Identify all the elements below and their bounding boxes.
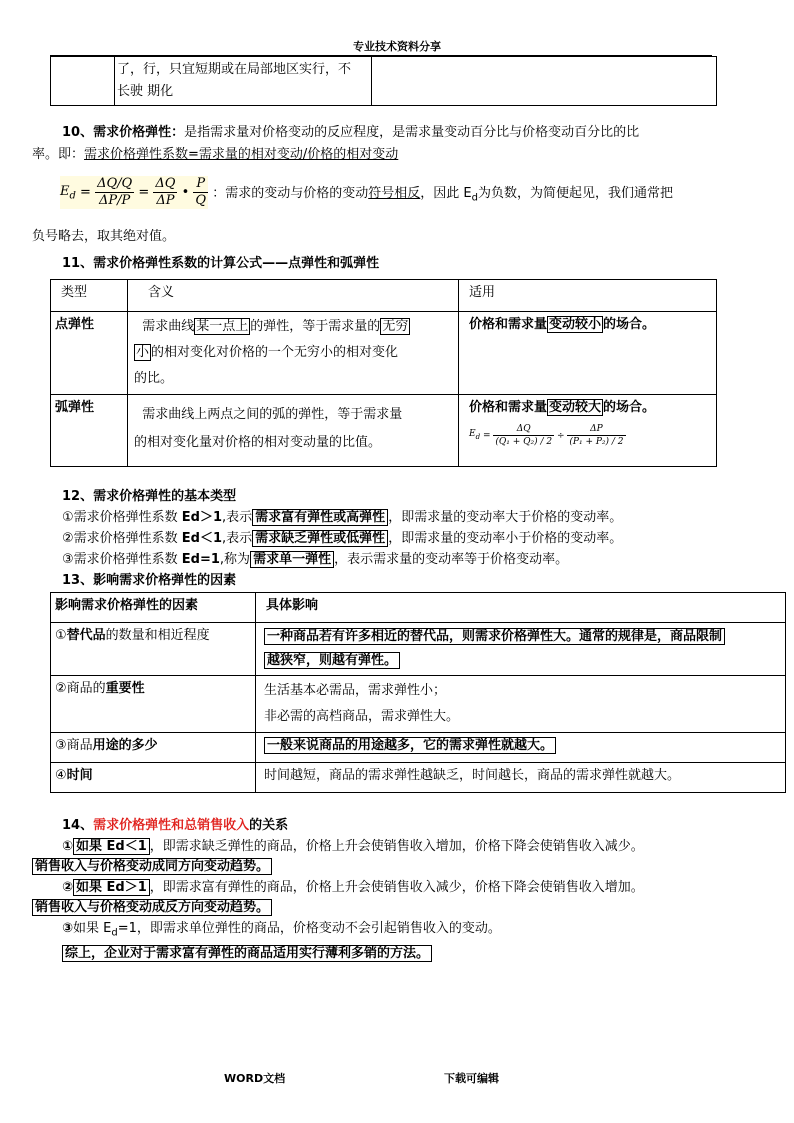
s11-table xyxy=(50,279,717,467)
s14-l2-box: 销售收入与价格变动成反方向变动趋势。 xyxy=(32,899,272,916)
s13-r1-f-c: 的数量和相近程度 xyxy=(105,628,210,643)
arc-f2-den: (P₁ + P₂) / 2 xyxy=(569,437,624,447)
top-table-empty-cell xyxy=(51,57,115,106)
s13-r4-f-b: 时间 xyxy=(66,768,93,783)
page-header: 专业技术资料分享 xyxy=(353,40,441,53)
s14-title-a: 14、 xyxy=(62,818,94,833)
top-table-text-cell xyxy=(115,57,372,106)
s13-r1-f-a: ① xyxy=(55,628,67,643)
arc-formula xyxy=(469,423,712,448)
s11-r1-meaning xyxy=(128,312,459,395)
s13-r3-f-b: 用途的多少 xyxy=(92,738,158,753)
s14-l3-sub: d xyxy=(111,927,118,939)
formula-eq-2: = xyxy=(138,185,150,200)
s13-r3-factor xyxy=(51,733,256,763)
s10-after-sub: d xyxy=(471,192,478,204)
formula-frac-2-num: ΔQ xyxy=(155,176,176,191)
s14-line2 xyxy=(32,878,772,899)
s14-l3-c: =1，即需求单位弹性的商品，价格变动不会引起销售收入的变动。 xyxy=(117,920,501,936)
r1-m-a: 需求曲线 xyxy=(142,319,195,334)
formula-frac-2 xyxy=(153,176,177,209)
footer-left: WORD文档 xyxy=(224,1072,286,1085)
s14-l1-box: 销售收入与价格变动成同方向变动趋势。 xyxy=(32,858,272,875)
s13-table xyxy=(50,592,786,793)
s10-formula-line xyxy=(60,176,740,216)
arc-f1-den: (Q₁ + Q₂) / 2 xyxy=(495,437,553,447)
s13-r1-effect xyxy=(256,623,786,676)
s12-l2-d: 需求缺乏弹性或低弹性 xyxy=(252,530,388,547)
formula-frac-3-den: Q xyxy=(195,193,207,208)
s13-r3-f-a: ③商品 xyxy=(55,738,93,753)
s14-line1 xyxy=(32,837,772,858)
s11-r2-use xyxy=(459,395,717,467)
s12-l1-a: ①需求价格弹性系数 xyxy=(62,510,182,525)
section-10 xyxy=(32,122,732,166)
s12-line3 xyxy=(62,549,622,570)
formula-frac-1 xyxy=(95,176,134,209)
s10-after-formula xyxy=(212,185,673,204)
s13-r2-factor xyxy=(51,676,256,733)
s10-text1: 是指需求量对价格变动的反应程度，是需求量变动百分比与价格变动百分比的比 xyxy=(184,125,640,140)
formula-dot: • xyxy=(181,185,190,200)
arc-eq: = xyxy=(482,431,491,441)
section-12 xyxy=(62,486,622,591)
arc-lhs: E xyxy=(469,429,476,440)
arc-f1-num: ΔQ xyxy=(493,423,554,436)
s11-header-meaning: 含义 xyxy=(128,280,459,312)
s12-title: 12、需求价格弹性的基本类型 xyxy=(62,489,237,504)
s13-r2-f-a: ②商品的 xyxy=(55,681,106,696)
formula-lhs-sub: d xyxy=(69,190,76,202)
s11-r1-type: 点弹性 xyxy=(51,312,128,395)
s10-after-b: 符号相反 xyxy=(368,185,421,201)
s12-l3-e: ，表示需求量的变动率等于价格变动率。 xyxy=(334,552,569,567)
r1-use-a: 价格和需求量 xyxy=(469,317,548,332)
arc-div: ÷ xyxy=(556,431,565,441)
r2-use-c: 的场合。 xyxy=(603,400,656,415)
s12-l2-b: Ed＜1 xyxy=(181,531,223,546)
s13-r3-e: 一般来说商品的用途越多，它的需求弹性就越大。 xyxy=(264,737,556,754)
s13-r2-e2: 非必需的高档商品，需求弹性大。 xyxy=(264,709,460,724)
r1-use-c: 的场合。 xyxy=(603,317,656,332)
s14-l1-a: ① xyxy=(62,838,74,854)
r1-m-c: 的弹性，等于需求量的 xyxy=(250,319,381,334)
s14-l2-a: ② xyxy=(62,879,74,895)
s12-l2-e: ，即需求量的变动率小于价格的变动率。 xyxy=(388,531,623,546)
s14-line2-box xyxy=(32,898,772,919)
s12-line1 xyxy=(62,507,622,528)
s11-r1-use xyxy=(459,312,717,395)
s14-title-c: 的关系 xyxy=(249,818,289,833)
r2-use-a: 价格和需求量 xyxy=(469,400,548,415)
s11-header-type: 类型 xyxy=(51,280,128,312)
s10-after-c: ，因此 E xyxy=(420,185,472,201)
s14-line3 xyxy=(32,919,772,944)
r1-use-b: 变动较小 xyxy=(549,317,602,332)
s13-r1-e2: 越狭窄，则越有弹性。 xyxy=(264,652,400,669)
footer-right: 下载可编辑 xyxy=(444,1072,499,1085)
s13-r4-f-a: ④ xyxy=(55,768,67,783)
s11-r2-type: 弧弹性 xyxy=(51,395,128,467)
r1-m-f: 的相对变化对价格的一个无穷小的相对变化 xyxy=(151,345,399,360)
s11-title: 11、需求价格弹性系数的计算公式——点弹性和弧弹性 xyxy=(62,256,380,271)
s13-r2-effect xyxy=(256,676,786,733)
s14-l2-c: ，即需求富有弹性的商品，价格上升会使销售收入减少，价格下降会使销售收入增加。 xyxy=(149,879,644,895)
formula-frac-1-num: ΔQ/Q xyxy=(97,176,133,191)
s10-text3: 负号略去，取其绝对值。 xyxy=(32,229,176,244)
s13-header-effect: 具体影响 xyxy=(256,593,786,623)
s13-r2-e1: 生活基本必需品，需求弹性小； xyxy=(264,683,447,698)
s14-summary-row xyxy=(32,944,772,965)
top-table-empty-cell-2 xyxy=(372,57,717,106)
s13-r1-factor xyxy=(51,623,256,676)
s11-header-use: 适用 xyxy=(459,280,717,312)
s12-l2-a: ②需求价格弹性系数 xyxy=(62,531,182,546)
formula-lhs: E xyxy=(60,183,70,199)
s13-header-factor: 影响需求价格弹性的因素 xyxy=(51,593,256,623)
s13-r3-effect xyxy=(256,733,786,763)
r2-use-b: 变动较大 xyxy=(549,400,602,415)
s10-after-d: 为负数，为简便起见，我们通常把 xyxy=(477,185,673,201)
s14-l2-b: 如果 Ed＞1 xyxy=(73,879,150,896)
s13-r2-f-b: 重要性 xyxy=(105,681,145,696)
s13-r1-e1: 一种商品若有许多相近的替代品，则需求价格弹性大。通常的规律是，商品限制 xyxy=(264,628,725,645)
s11-r2-meaning xyxy=(128,395,459,467)
s12-l3-c: ,称为 xyxy=(219,552,251,567)
s12-line2 xyxy=(62,528,622,549)
s14-l1-c: ，即需求缺乏弹性的商品，价格上升会使销售收入增加，价格下降会使销售收入减少。 xyxy=(149,838,644,854)
s14-l3-a: ③ xyxy=(62,920,74,936)
formula-frac-3-num: P xyxy=(193,176,208,193)
s12-l2-c: ,表示 xyxy=(222,531,253,546)
s12-l3-a: ③需求价格弹性系数 xyxy=(62,552,182,567)
r1-m-d: 无穷 xyxy=(382,319,409,334)
s14-l1-b: 如果 Ed＜1 xyxy=(73,838,150,855)
top-table-line2: 长驶 期化 xyxy=(117,84,174,99)
r1-m-g: 的比。 xyxy=(134,371,174,386)
s14-summary: 综上，企业对于需求富有弹性的商品适用实行薄利多销的方法。 xyxy=(62,945,432,962)
s14-l3-b: 如果 E xyxy=(73,920,112,936)
s10-title: 10、需求价格弹性： xyxy=(62,125,185,140)
r1-m-b: 某一点上 xyxy=(196,319,249,334)
r2-m-2: 的相对变化量对价格的相对变动量的比值。 xyxy=(134,435,382,450)
s10-text2a: 率。即： xyxy=(32,147,85,162)
top-table xyxy=(50,56,717,106)
s12-l1-e: ，即需求量的变动率大于价格的变动率。 xyxy=(388,510,623,525)
s13-r4-effect: 时间越短，商品的需求弹性越缺乏，时间越长，商品的需求弹性就越大。 xyxy=(256,763,786,793)
formula-frac-2-den: ΔP xyxy=(156,193,175,208)
s13-r1-f-b: 替代品 xyxy=(66,628,106,643)
top-table-line1: 了，行，只宜短期或在局部地区实行，不 xyxy=(117,62,352,77)
s14-title-b: 需求价格弹性和总销售收入 xyxy=(93,818,250,833)
arc-lhs-sub: d xyxy=(475,432,481,441)
elasticity-formula xyxy=(60,176,208,209)
s12-l3-d: 需求单一弹性 xyxy=(250,551,334,568)
s10-after-a: ：需求的变动与价格的变动 xyxy=(212,185,369,201)
s12-l1-d: 需求富有弹性或高弹性 xyxy=(252,509,388,526)
section-14 xyxy=(32,816,772,964)
s13-title: 13、影响需求价格弹性的因素 xyxy=(62,573,237,588)
s12-l1-b: Ed＞1 xyxy=(181,510,223,525)
s13-r4-factor xyxy=(51,763,256,793)
arc-f2-num: ΔP xyxy=(567,423,625,436)
formula-frac-3 xyxy=(193,176,208,209)
s14-title xyxy=(32,816,772,837)
formula-eq: = xyxy=(80,185,91,200)
s10-definition: 需求价格弹性系数=需求量的相对变动/价格的相对变动 xyxy=(84,147,399,162)
r1-m-e: 小 xyxy=(136,345,150,360)
s12-l1-c: ,表示 xyxy=(222,510,253,525)
formula-frac-1-den: ΔP/P xyxy=(99,193,131,208)
r2-m-1: 需求曲线上两点之间的弧的弹性，等于需求量 xyxy=(142,407,403,422)
s12-l3-b: Ed=1 xyxy=(181,552,220,567)
s14-line1-box xyxy=(32,857,772,878)
